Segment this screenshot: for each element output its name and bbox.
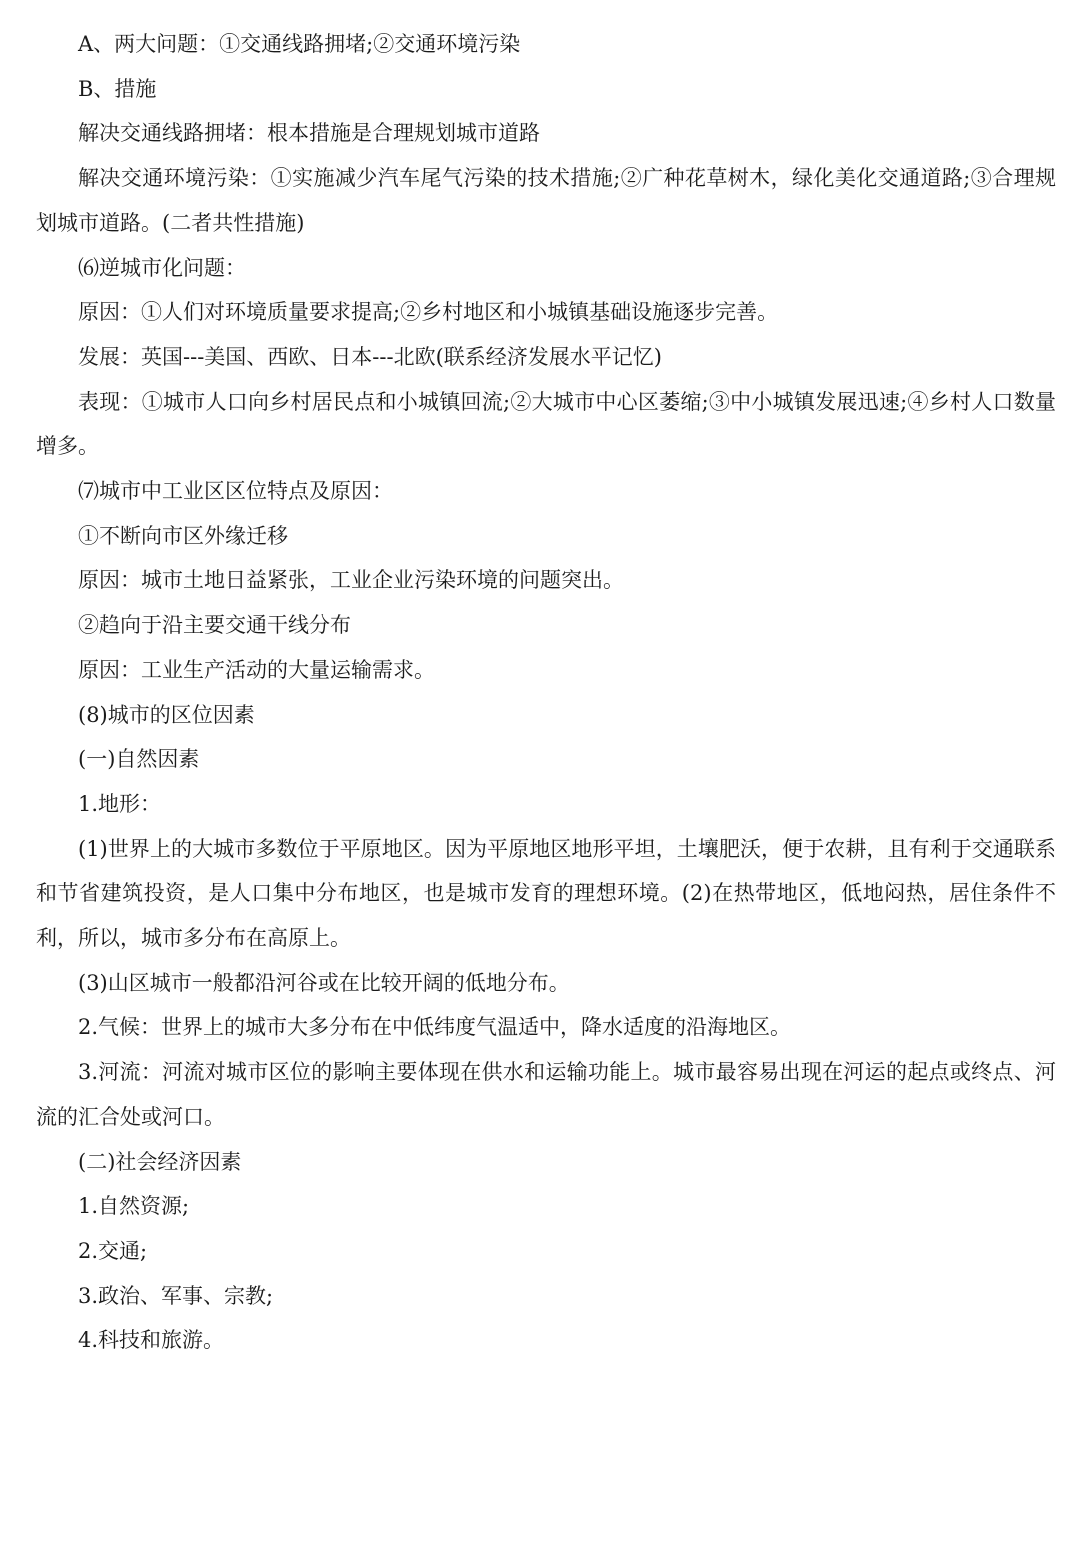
heading-terrain: 1.地形： [78,791,162,816]
list-item-transport: 2.交通; [78,1238,148,1263]
paragraph-measures-heading: B、措施 [78,76,157,101]
paragraph-industrial-migration-reason: 原因：城市土地日益紧张，工业企业污染环境的问题突出。 [78,568,624,593]
paragraph-rivers: 3.河流：河流对城市区位的影响主要体现在供水和运输功能上。城市最容易出现在河运的起点或终点、河流的汇合处或河口。 [36,1060,1056,1129]
paragraph-industrial-migration: ①不断向市区外缘迁移 [78,523,288,548]
document-body [36,22,1056,1363]
list-item-politics: 3.政治、军事、宗教; [78,1283,274,1308]
paragraph-traffic-problems: A、两大问题：①交通线路拥堵;②交通环境污染 [78,32,521,56]
paragraph-terrain-mountains: (3)山区城市一般都沿河谷或在比较开阔的低地分布。 [78,970,570,995]
paragraph-counter-urbanization-development: 发展：英国---美国、西欧、日本---北欧(联系经济发展水平记忆) [78,344,662,369]
list-item-technology-tourism: 4.科技和旅游。 [78,1328,225,1353]
heading-counter-urbanization: ⑹逆城市化问题： [78,255,246,280]
paragraph-congestion-solution: 解决交通线路拥堵：根本措施是合理规划城市道路 [78,121,540,146]
heading-industrial-zone: ⑺城市中工业区区位特点及原因： [78,479,393,504]
list-item-natural-resources: 1.自然资源; [78,1194,190,1219]
paragraph-terrain-plains: (1)世界上的大城市多数位于平原地区。因为平原地区地形平坦，土壤肥沃，便于农耕，且有利于交通联系和节省建筑投资，是人口集中分布地区，也是城市发育的理想环境。(2)在热带地区，低地闷热，居住条件不利，所以，城市多分布在高原上。 [36,836,1056,951]
paragraph-pollution-solution: 解决交通环境污染：①实施减少汽车尾气污染的技术措施;②广种花草树木，绿化美化交通道路;③合理规划城市道路。(二者共性措施) [36,166,1056,235]
paragraph-industrial-transport: ②趋向于沿主要交通干线分布 [78,613,351,638]
heading-socioeconomic-factors: (二)社会经济因素 [78,1149,242,1174]
paragraph-industrial-transport-reason: 原因：工业生产活动的大量运输需求。 [78,657,435,682]
heading-natural-factors: (一)自然因素 [78,747,200,772]
paragraph-climate: 2.气候：世界上的城市大多分布在中低纬度气温适中，降水适度的沿海地区。 [78,1015,792,1040]
paragraph-counter-urbanization-manifestation: 表现：①城市人口向乡村居民点和小城镇回流;②大城市中心区萎缩;③中小城镇发展迅速;④乡村人口数量增多。 [36,389,1056,459]
heading-city-location-factors: (8)城市的区位因素 [78,702,255,727]
paragraph-counter-urbanization-causes: 原因：①人们对环境质量要求提高;②乡村地区和小城镇基础设施逐步完善。 [78,300,779,325]
